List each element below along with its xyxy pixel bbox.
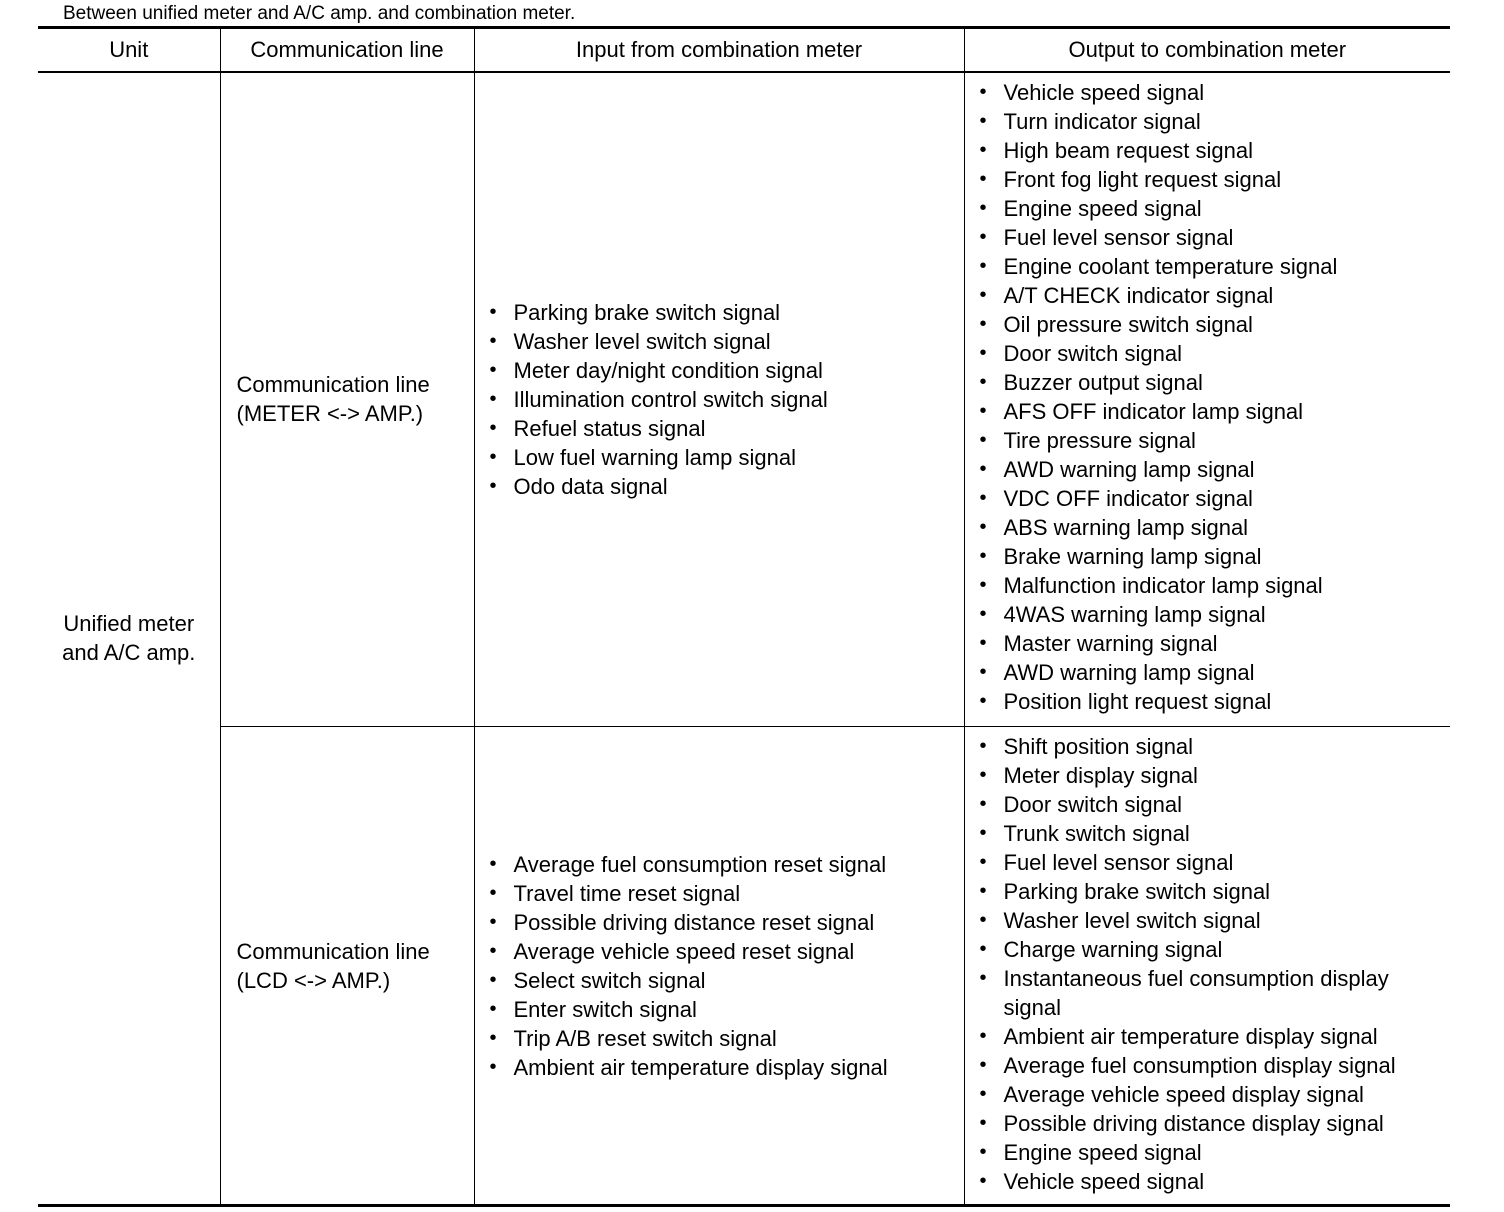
list-item: • Oil pressure switch signal xyxy=(965,310,1451,339)
list-item: • Parking brake switch signal xyxy=(965,877,1451,906)
list-item: • Instantaneous fuel consumption display signal xyxy=(965,964,1414,1022)
list-item: • 4WAS warning lamp signal xyxy=(965,600,1451,629)
list-item: • Charge warning signal xyxy=(965,935,1451,964)
list-item: • Brake warning lamp signal xyxy=(965,542,1451,571)
output-list xyxy=(965,732,1451,1196)
list-item: • Shift position signal xyxy=(965,732,1451,761)
list-item: • Odo data signal xyxy=(475,472,964,501)
list-item: • Engine coolant temperature signal xyxy=(965,252,1451,281)
list-item: • Average fuel consumption display signal xyxy=(965,1051,1451,1080)
unit-line-1: Unified meter xyxy=(63,611,195,637)
comm-line-label: Communication line xyxy=(236,372,430,398)
list-item: • Possible driving distance reset signal xyxy=(475,908,964,937)
communication-line-cell xyxy=(220,727,474,1206)
signal-table xyxy=(38,26,1450,1207)
comm-line-label: Communication line xyxy=(236,938,430,964)
list-item: • Master warning signal xyxy=(965,629,1451,658)
list-item: • AWD warning lamp signal xyxy=(965,455,1451,484)
list-item: • VDC OFF indicator signal xyxy=(965,484,1451,513)
table-row xyxy=(38,72,1450,727)
input-cell xyxy=(474,727,964,1206)
list-item: • Enter switch signal xyxy=(475,995,964,1024)
list-item: • Refuel status signal xyxy=(475,414,964,443)
list-item: • Malfunction indicator lamp signal xyxy=(965,571,1451,600)
list-item: • Travel time reset signal xyxy=(475,879,964,908)
list-item: • Meter display signal xyxy=(965,761,1451,790)
list-item: • Engine speed signal xyxy=(965,1138,1451,1167)
list-item: • Meter day/night condition signal xyxy=(475,356,964,385)
list-item: • Ambient air temperature display signal xyxy=(475,1053,964,1082)
input-cell xyxy=(474,72,964,727)
list-item: • Engine speed signal xyxy=(965,194,1451,223)
list-item: • Vehicle speed signal xyxy=(965,78,1451,107)
list-item: • Door switch signal xyxy=(965,790,1451,819)
list-item: • Illumination control switch signal xyxy=(475,385,964,414)
header-input: Input from combination meter xyxy=(474,28,964,72)
output-list xyxy=(965,78,1451,716)
unit-cell xyxy=(38,72,220,1206)
list-item: • Washer level switch signal xyxy=(965,906,1451,935)
communication-line-cell xyxy=(220,72,474,727)
table-row xyxy=(38,727,1450,1206)
list-item: • Trunk switch signal xyxy=(965,819,1451,848)
list-item: • Tire pressure signal xyxy=(965,426,1451,455)
list-item: • High beam request signal xyxy=(965,136,1451,165)
list-item: • Turn indicator signal xyxy=(965,107,1451,136)
input-list xyxy=(475,298,964,501)
table-caption: Between unified meter and A/C amp. and combination meter. xyxy=(63,3,576,24)
list-item: • Average fuel consumption reset signal xyxy=(475,850,964,879)
list-item: • Low fuel warning lamp signal xyxy=(475,443,964,472)
list-item: • AFS OFF indicator lamp signal xyxy=(965,397,1451,426)
list-item: • Ambient air temperature display signal xyxy=(965,1022,1451,1051)
header-row xyxy=(38,28,1450,72)
list-item: • A/T CHECK indicator signal xyxy=(965,281,1451,310)
header-communication-line: Communication line xyxy=(220,28,474,72)
list-item: • Average vehicle speed display signal xyxy=(965,1080,1451,1109)
list-item: • Washer level switch signal xyxy=(475,327,964,356)
list-item: • Vehicle speed signal xyxy=(965,1167,1451,1196)
list-item: • Front fog light request signal xyxy=(965,165,1451,194)
list-item: • ABS warning lamp signal xyxy=(965,513,1451,542)
input-list xyxy=(475,850,964,1082)
list-item: • Fuel level sensor signal xyxy=(965,223,1451,252)
list-item: • Select switch signal xyxy=(475,966,964,995)
list-item: • Fuel level sensor signal xyxy=(965,848,1451,877)
comm-line-endpoints: (LCD <-> AMP.) xyxy=(236,967,391,993)
signal-table-container xyxy=(38,26,1450,1207)
list-item: • Trip A/B reset switch signal xyxy=(475,1024,964,1053)
list-item: • AWD warning lamp signal xyxy=(965,658,1451,687)
list-item: • Door switch signal xyxy=(965,339,1451,368)
list-item: • Possible driving distance display signal xyxy=(965,1109,1451,1138)
list-item: • Parking brake switch signal xyxy=(475,298,964,327)
unit-line-2: and A/C amp. xyxy=(62,640,196,666)
header-output: Output to combination meter xyxy=(964,28,1450,72)
output-cell xyxy=(964,727,1450,1206)
header-unit: Unit xyxy=(38,28,220,72)
list-item: • Buzzer output signal xyxy=(965,368,1451,397)
list-item: • Position light request signal xyxy=(965,687,1451,716)
comm-line-endpoints: (METER <-> AMP.) xyxy=(236,401,424,427)
list-item: • Average vehicle speed reset signal xyxy=(475,937,964,966)
output-cell xyxy=(964,72,1450,727)
